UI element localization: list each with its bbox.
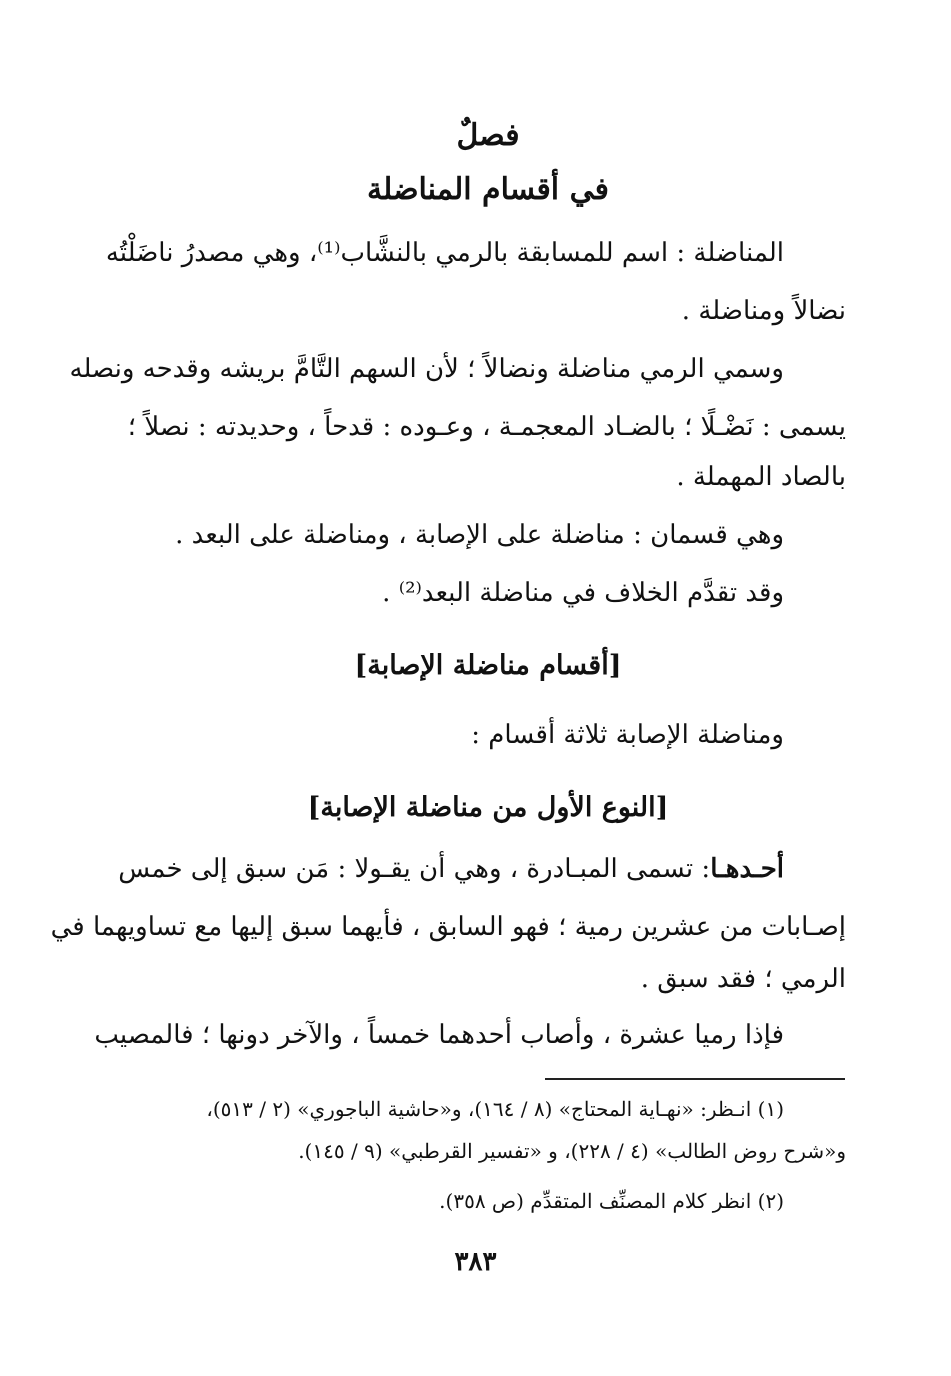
footnote-2: (٢) انظر كلام المصنِّف المتقدِّم (ص ٣٥٨). [439, 1189, 784, 1213]
section-heading-1: [أقسام مناضلة الإصابة] [354, 650, 622, 681]
paragraph-4: وقد تقدَّم الخلاف في مناضلة البعد⁽²⁾ . [382, 578, 784, 608]
paragraph-1-line-2: نضالاً ومناضلة . [681, 296, 846, 326]
chapter-title: فصلٌ [456, 118, 520, 153]
paragraph-6-line-3: الرمي ؛ فقد سبق . [640, 964, 846, 994]
footnote-1-line-1: (١) انـظر: «نهـاية المحتاج» (٨ / ١٦٤)، و«حاشية الباجوري» (٢ / ٥١٣)، [206, 1097, 784, 1121]
section-heading-2: [النوع الأول من مناضلة الإصابة] [307, 792, 669, 823]
paragraph-6-line-2: إصـابات من عشرين رمية ؛ فهو السابق ، فأيهما سبق إليها مع تساويهما في [50, 912, 846, 942]
paragraph-2-line-2: يسمى : نَضْـلًا ؛ بالضـاد المعجمـة ، وعـوده : قدحاً ، وحديدته : نصلاً ؛ [127, 412, 846, 442]
paragraph-5: ومناضلة الإصابة ثلاثة أقسام : [471, 720, 784, 750]
paragraph-6-lead: أحـدهـا [710, 854, 784, 884]
paragraph-1-line-1: المناضلة : اسم للمسابقة بالرمي بالنشَّاب⁽¹⁾، وهي مصدرُ ناضَلْتُه [105, 238, 784, 268]
paragraph-2-line-3: بالصاد المهملة . [676, 462, 846, 492]
footnote-1-line-2: و«شرح روض الطالب» (٤ / ٢٢٨)، و «تفسير القرطبي» (٩ / ١٤٥). [298, 1139, 846, 1163]
paragraph-2-line-1: وسمي الرمي مناضلة ونضالاً ؛ لأن السهم التَّامَّ بريشه وقدحه ونصله [69, 354, 784, 384]
paragraph-6-line-1 [118, 840, 846, 898]
paragraph-3: وهي قسمان : مناضلة على الإصابة ، ومناضلة على البعد . [175, 520, 784, 550]
footnote-separator [545, 1078, 845, 1080]
page-number: ٣٨٣ [454, 1247, 497, 1277]
paragraph-7: فإذا رميا عشرة ، وأصاب أحدهما خمساً ، والآخر دونها ؛ فالمصيب [94, 1020, 784, 1050]
paragraph-6-line-1-rest: : تسمى المبـادرة ، وهي أن يقـولا : مَن سبق إلى خمس [118, 854, 711, 884]
chapter-subtitle: في أقسام المناضلة [367, 172, 609, 207]
